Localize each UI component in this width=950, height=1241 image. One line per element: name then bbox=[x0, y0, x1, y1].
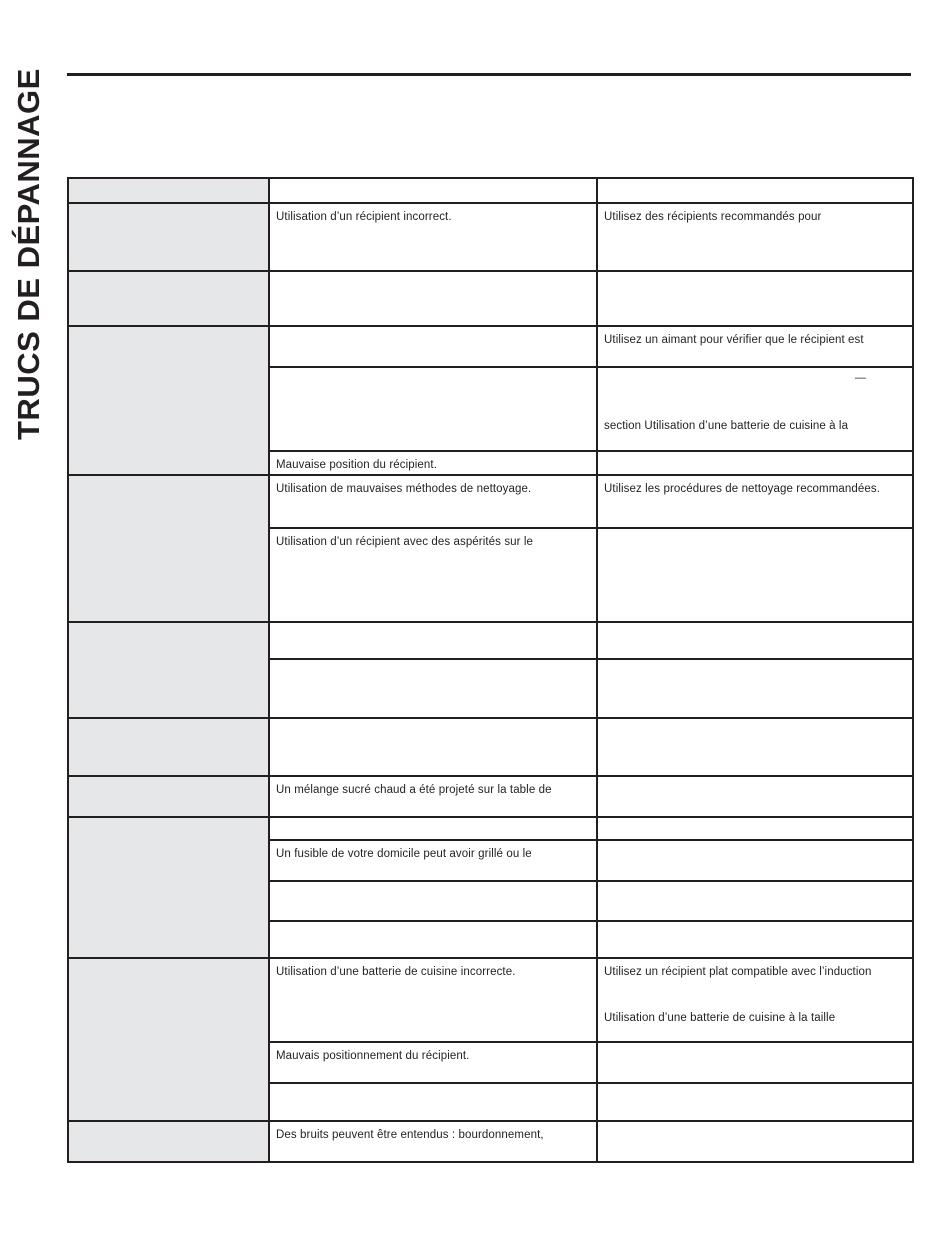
table-row bbox=[68, 326, 913, 367]
solution-cell: Utilisez un aimant pour vérifier que le récipient est bbox=[597, 326, 913, 367]
problem-cell bbox=[68, 776, 269, 817]
table-row bbox=[68, 622, 913, 659]
problem-cell bbox=[68, 622, 269, 718]
cause-cell: Mauvais positionnement du récipient. bbox=[269, 1042, 597, 1083]
cause-cell bbox=[269, 817, 597, 840]
table-row bbox=[68, 203, 913, 271]
solution-cell bbox=[597, 817, 913, 840]
solution-cell bbox=[597, 271, 913, 326]
cause-cell: Utilisation d’une batterie de cuisine incorrecte. bbox=[269, 958, 597, 1042]
solution-cell bbox=[597, 881, 913, 921]
solution-cell bbox=[597, 1121, 913, 1162]
problem-cell bbox=[68, 326, 269, 475]
problem-cell bbox=[68, 958, 269, 1121]
solution-cell bbox=[597, 921, 913, 958]
cause-cell bbox=[269, 718, 597, 776]
problem-cell bbox=[68, 817, 269, 958]
solution-cell bbox=[597, 1083, 913, 1121]
solution-cell bbox=[597, 840, 913, 881]
solution-cell bbox=[597, 958, 913, 1042]
cause-cell: Utilisation d’un récipient avec des aspérités sur le bbox=[269, 528, 597, 622]
page-side-title: TRUCS DE DÉPANNAGE bbox=[11, 68, 46, 440]
solution-cell bbox=[597, 367, 913, 451]
table-row bbox=[68, 817, 913, 840]
cause-cell: Utilisation de mauvaises méthodes de nettoyage. bbox=[269, 475, 597, 528]
table-row bbox=[68, 271, 913, 326]
solution-text: Utilisez un récipient plat compatible avec l’induction bbox=[604, 966, 872, 978]
solution-text: section Utilisation d’une batterie de cuisine à la bbox=[604, 420, 849, 432]
troubleshooting-table bbox=[67, 177, 914, 1163]
cause-cell: Mauvaise position du récipient. bbox=[269, 451, 597, 475]
table-row bbox=[68, 776, 913, 817]
problem-cell bbox=[68, 271, 269, 326]
problem-cell bbox=[68, 718, 269, 776]
problem-cell bbox=[68, 1121, 269, 1162]
solution-cell bbox=[597, 528, 913, 622]
table-row bbox=[68, 718, 913, 776]
cause-cell bbox=[269, 622, 597, 659]
solution-cell bbox=[597, 776, 913, 817]
solution-cell bbox=[597, 1042, 913, 1083]
cause-cell bbox=[269, 1083, 597, 1121]
table-row bbox=[68, 958, 913, 1042]
header-problem bbox=[68, 178, 269, 203]
header-cause bbox=[269, 178, 597, 203]
cause-cell bbox=[269, 881, 597, 921]
cause-cell: Utilisation d’un récipient incorrect. bbox=[269, 203, 597, 271]
solution-cell bbox=[597, 622, 913, 659]
solution-cell bbox=[597, 659, 913, 718]
table-header-row bbox=[68, 178, 913, 203]
cause-cell: Un fusible de votre domicile peut avoir grillé ou le bbox=[269, 840, 597, 881]
cause-cell: Des bruits peuvent être entendus : bourdonnement, bbox=[269, 1121, 597, 1162]
solution-cell: Utilisez des récipients recommandés pour bbox=[597, 203, 913, 271]
cause-cell bbox=[269, 921, 597, 958]
cause-cell bbox=[269, 271, 597, 326]
solution-cell bbox=[597, 451, 913, 475]
dash-mark: — bbox=[854, 372, 866, 384]
top-divider bbox=[67, 73, 911, 76]
solution-cell: Utilisez les procédures de nettoyage recommandées. bbox=[597, 475, 913, 528]
cause-cell: Un mélange sucré chaud a été projeté sur la table de bbox=[269, 776, 597, 817]
header-solution bbox=[597, 178, 913, 203]
cause-cell bbox=[269, 659, 597, 718]
table-row bbox=[68, 1121, 913, 1162]
problem-cell bbox=[68, 203, 269, 271]
problem-cell bbox=[68, 475, 269, 622]
cause-cell bbox=[269, 367, 597, 451]
cause-cell bbox=[269, 326, 597, 367]
solution-cell bbox=[597, 718, 913, 776]
solution-text-2: Utilisation d’une batterie de cuisine à la taille bbox=[604, 1012, 836, 1024]
table-row bbox=[68, 475, 913, 528]
